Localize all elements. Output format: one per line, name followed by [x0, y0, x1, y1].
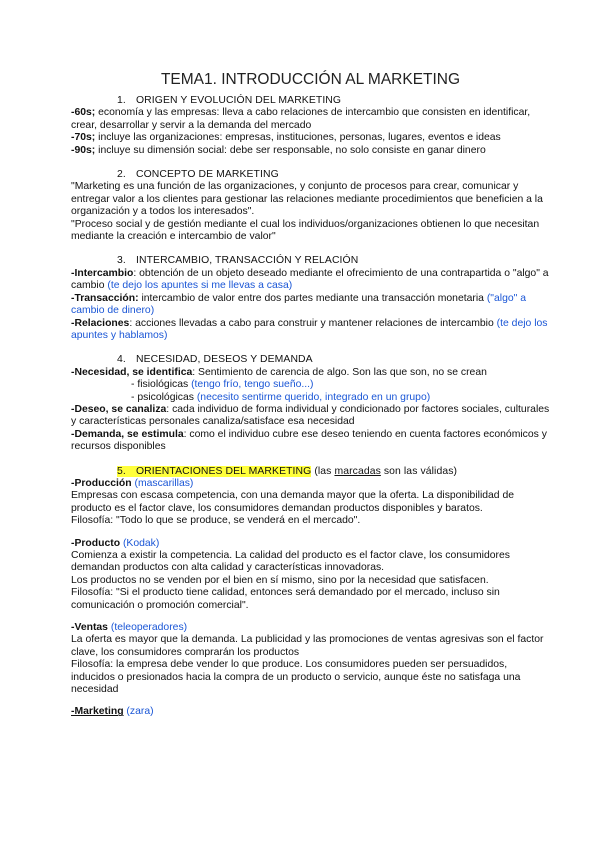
demanda-label: -Demanda, se estimula — [71, 428, 184, 440]
section-3-number: 3. — [117, 255, 126, 267]
produccion-filosofia: Filosofía: "Todo lo que se produce, se venderá en el mercado". — [71, 515, 361, 527]
definition-2: "Proceso social y de gestión mediante el cual los individuos/organizaciones obtienen lo que necesitan mediante la creación e intercambio de valor" — [71, 218, 540, 243]
line-70s — [71, 132, 550, 144]
necesidad-item — [71, 367, 550, 379]
label-70s: -70s; — [71, 132, 96, 144]
label-60s: -60s; — [71, 107, 96, 119]
necesidad-text: : Sentimiento de carencia de algo. Son las que son, no se crean — [192, 366, 487, 378]
page-title: TEMA1. INTRODUCCIÓN AL MARKETING — [160, 71, 461, 88]
produccion-description: Empresas con escasa competencia, con una demanda mayor que la oferta. La disponibilidad de producto es el factor clave, los consumidores demandan productos disponibles y baratos. — [71, 490, 515, 514]
deseo-text: : cada individuo de forma individual y condicionado por factores sociales, culturales y características personales canaliza/satisface esa necesidad — [71, 403, 550, 428]
deseo-item — [71, 404, 550, 429]
section-5-note-underlined: marcadas — [334, 465, 381, 477]
producto-heading — [71, 538, 550, 550]
deseo-label: -Deseo, se canaliza — [71, 403, 167, 415]
transaccion-text: intercambio de valor entre dos partes mediante una transacción monetaria — [138, 292, 487, 304]
section-5-note-post: son las válidas) — [380, 465, 458, 477]
relaciones-text: : acciones llevadas a cabo para construir y mantener relaciones de intercambio — [129, 317, 497, 329]
demanda-text: : como el individuo cubre ese deseo teniendo en cuenta factores económicos y recursos disponibles — [71, 428, 547, 453]
text-90s: incluye su dimensión social: debe ser responsable, no solo consiste en ganar dinero — [95, 144, 486, 156]
section-3-title: INTERCAMBIO, TRANSACCIÓN Y RELACIÓN — [136, 255, 359, 267]
relaciones-example: (te dejo los apuntes y hablamos) — [71, 317, 548, 341]
producto-example: (Kodak) — [120, 537, 160, 549]
intercambio-text: : obtención de un objeto deseado mediante el ofrecimiento de una contrapartida o "algo" a cambio — [71, 267, 549, 292]
line-90s — [71, 145, 550, 157]
section-1-title: ORIGEN Y EVOLUCIÓN DEL MARKETING — [136, 95, 342, 106]
marketing-example: (zara) — [123, 706, 154, 718]
transaccion-item — [71, 293, 550, 318]
section-4-title: NECESIDAD, DESEOS Y DEMANDA — [136, 354, 313, 366]
psicologicas-text: - psicológicas — [131, 391, 197, 403]
section-5-number: 5. — [117, 465, 126, 477]
section-3-heading — [71, 255, 550, 267]
ventas-example: (teleoperadores) — [107, 622, 188, 634]
psicologicas-item — [71, 392, 550, 404]
section-2-title: CONCEPTO DE MARKETING — [136, 169, 279, 181]
section-2-number: 2. — [117, 169, 126, 181]
producto-description: Comienza a existir la competencia. La calidad del producto es el factor clave, los consumidores demandan productos con alta calidad y características innovadoras. — [71, 550, 510, 574]
producto-necesidad: Los productos no se venden por el bien en sí mismo, sino por la necesidad que satisfacen. — [71, 574, 489, 586]
ventas-label: -Ventas — [71, 622, 108, 634]
necesidad-label: -Necesidad, se identifica — [71, 366, 193, 378]
section-4-heading — [71, 354, 550, 366]
fisiologicas-example: (tengo frío, tengo sueño...) — [191, 379, 314, 391]
marketing-label: -Marketing — [71, 706, 124, 718]
producto-label: -Producto — [71, 537, 121, 549]
ventas-description: La oferta es mayor que la demanda. La publicidad y las promociones de ventas agresivas son el factor clave, los consumidores comprarán los productos — [71, 634, 544, 658]
psicologicas-example: (necesito sentirme querido, integrado en un grupo) — [196, 391, 431, 403]
section-1-number: 1. — [117, 95, 126, 106]
definition-1: "Marketing es una función de las organizaciones, y conjunto de procesos para crear, comunicar y entregar valor a los clientes para gestionar las relaciones mediante procedimientos que beneficien a la organización y a todos los interesados". — [71, 181, 543, 218]
text-60s: economía y las empresas: lleva a cabo relaciones de intercambio que consisten en identificar, crear, desarrollar y servir a la demanda del mercado — [71, 107, 531, 131]
text-70s: incluye las organizaciones: empresas, instituciones, personas, lugares, eventos e ideas — [95, 132, 501, 144]
label-90s: -90s; — [71, 144, 96, 156]
transaccion-example: ("algo" a cambio de dinero) — [71, 292, 526, 317]
producto-filosofia: Filosofía: "Si el producto tiene calidad, entonces será demandado por el mercado, incluso sin comunicación o promoción comercial". — [71, 587, 500, 611]
intercambio-example: (te dejo los apuntes si me llevas a casa) — [107, 280, 293, 292]
fisiologicas-item — [71, 379, 550, 391]
demanda-item — [71, 429, 550, 454]
intercambio-item — [71, 268, 550, 293]
relaciones-item — [71, 318, 550, 343]
section-1-heading — [71, 95, 550, 107]
relaciones-label: -Relaciones — [71, 317, 130, 329]
ventas-heading — [71, 622, 550, 634]
produccion-label: -Producción — [71, 477, 132, 489]
produccion-heading — [71, 478, 550, 490]
line-60s — [71, 107, 550, 132]
section-5-title: ORIENTACIONES DEL MARKETING — [136, 465, 312, 477]
section-2-heading — [71, 169, 550, 181]
transaccion-label: -Transacción: — [71, 292, 139, 304]
ventas-filosofia: Filosofía: la empresa debe vender lo que produce. Los consumidores pueden ser persuadidos, inducidos o presionados hacia la compra de un producto o servicio, aunque éste no satisfaga una necesidad — [71, 659, 521, 696]
section-5-highlight — [117, 466, 311, 477]
section-5-note-pre: (las — [311, 465, 335, 477]
section-4-number: 4. — [117, 354, 126, 366]
produccion-example: (mascarillas) — [131, 477, 194, 489]
section-5-heading — [71, 466, 550, 478]
marketing-heading — [71, 706, 550, 718]
intercambio-label: -Intercambio — [71, 267, 134, 279]
fisiologicas-text: - fisiológicas — [131, 379, 192, 391]
